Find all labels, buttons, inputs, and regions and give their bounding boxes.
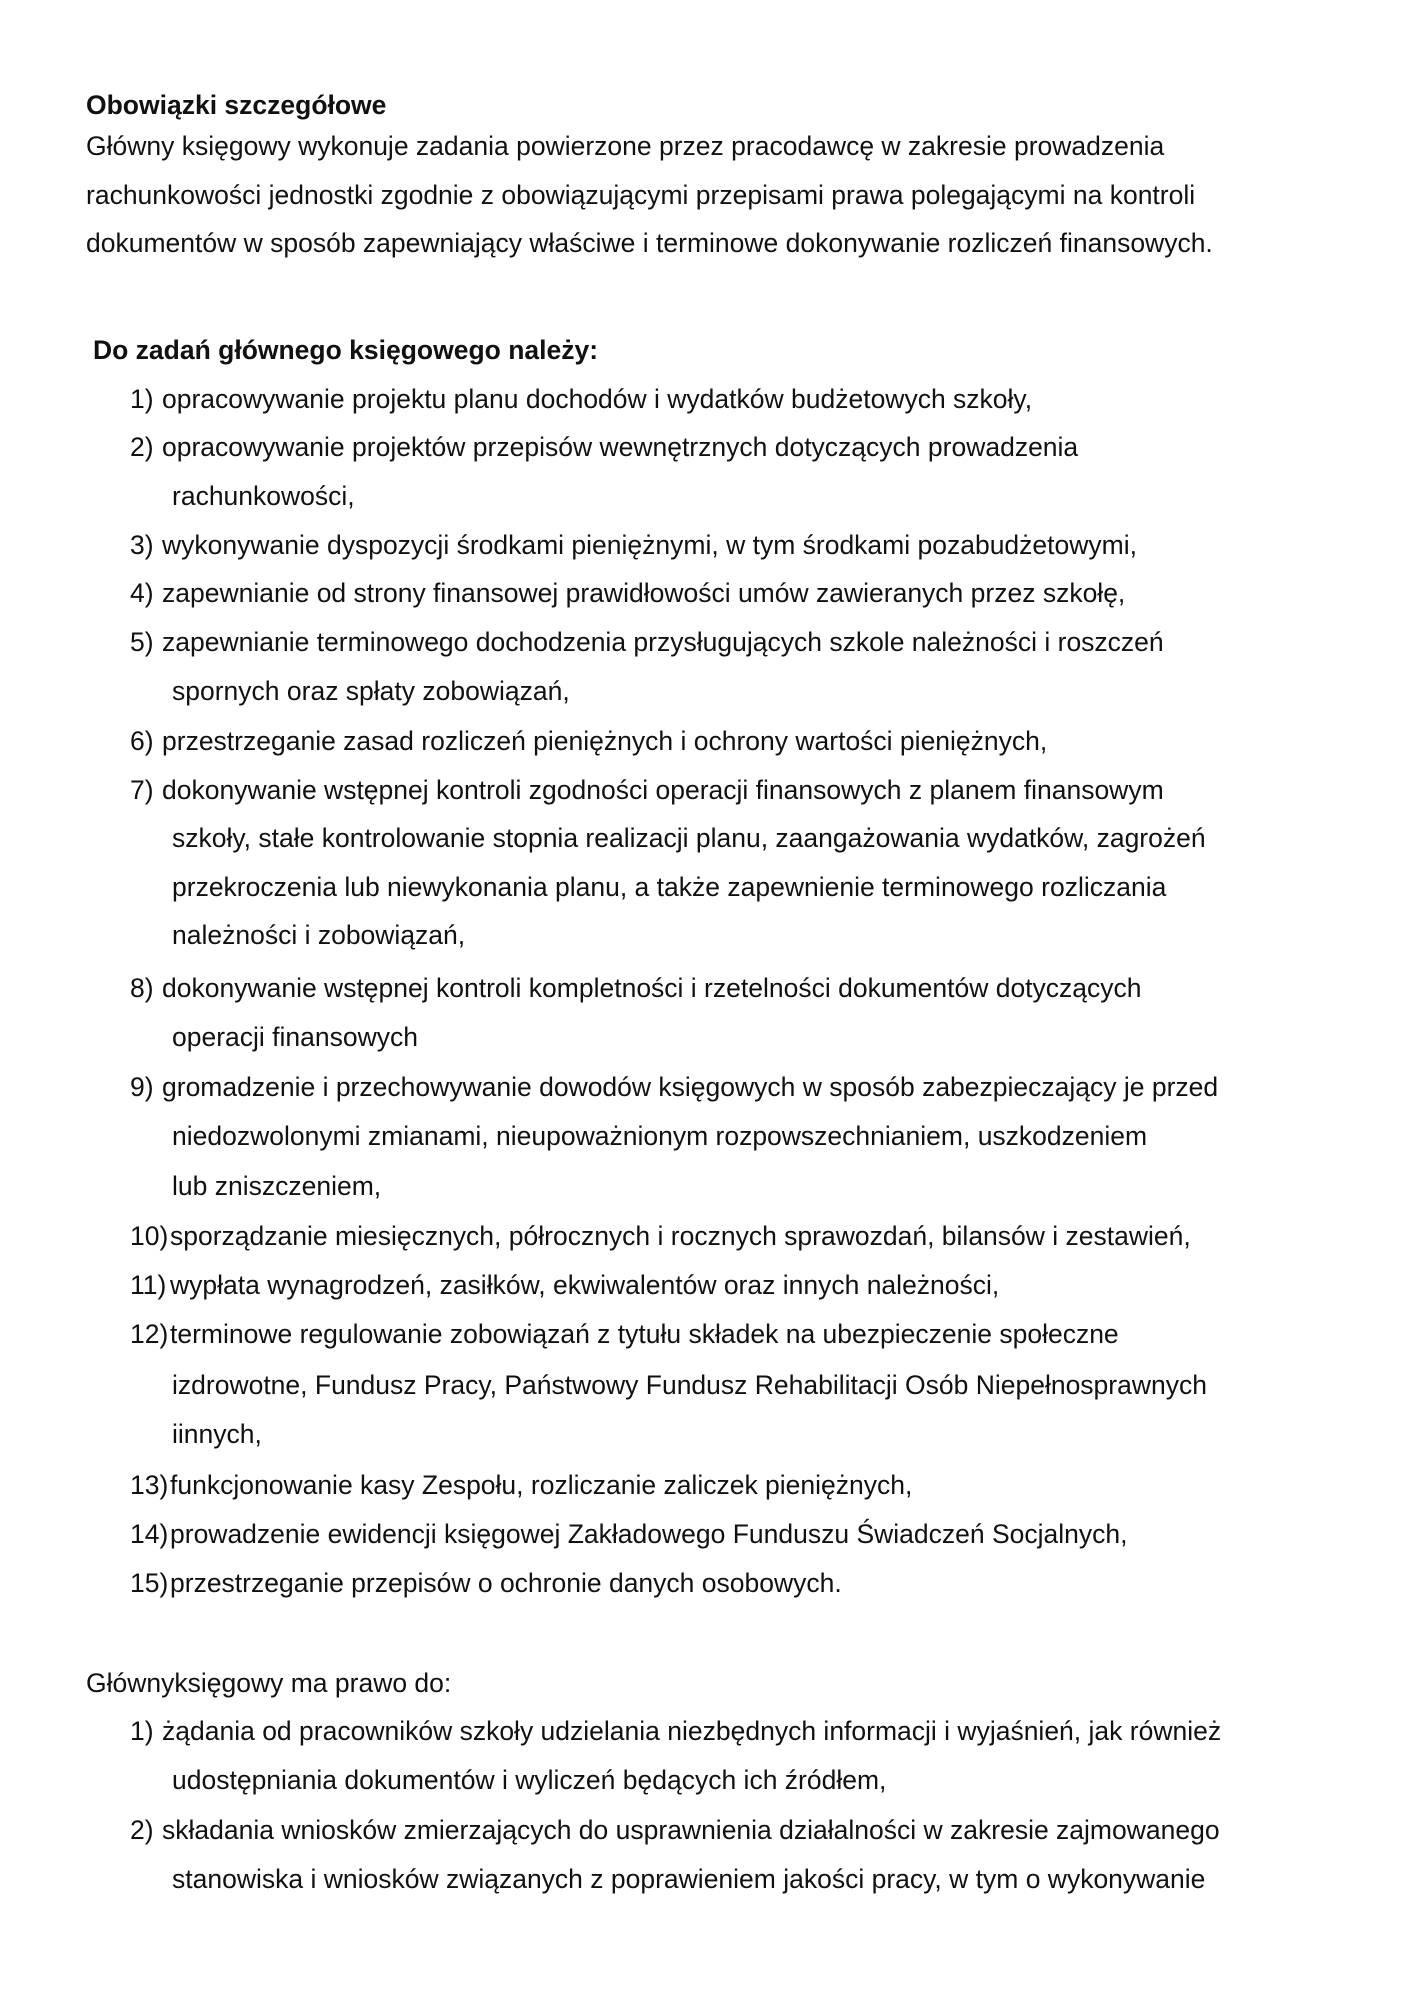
list-item-text: przestrzeganie przepisów o ochronie danych osobowych.: [170, 1568, 842, 1598]
list-item-number: 11): [130, 1270, 167, 1300]
list-item-number: 5): [130, 627, 154, 657]
section-heading: Do zadań głównego księgowego należy:: [93, 335, 599, 365]
list-item-text: przekroczenia lub niewykonania planu, a także zapewnienie terminowego rozliczania: [172, 872, 1167, 902]
list-item-text: dokonywanie wstępnej kontroli zgodności operacji finansowych z planem finansowym: [162, 775, 1164, 805]
list-item-text: izdrowotne, Fundusz Pracy, Państwowy Fundusz Rehabilitacji Osób Niepełnosprawnych: [172, 1370, 1207, 1400]
list-item-text: opracowywanie projektu planu dochodów i wydatków budżetowych szkoły,: [162, 384, 1033, 414]
list-item-text: gromadzenie i przechowywanie dowodów księgowych w sposób zabezpieczający je przed: [162, 1072, 1219, 1102]
list-item-text: wykonywanie dyspozycji środkami pieniężnymi, w tym środkami pozabudżetowymi,: [162, 530, 1137, 560]
section-heading: Obowiązki szczegółowe: [86, 90, 387, 120]
list-item-text: operacji finansowych: [172, 1022, 418, 1052]
list-item-text: dokonywanie wstępnej kontroli kompletności i rzetelności dokumentów dotyczących: [162, 973, 1142, 1003]
list-item-text: lub zniszczeniem,: [172, 1171, 382, 1201]
list-item-number: 1): [130, 384, 154, 414]
list-item-text: przestrzeganie zasad rozliczeń pieniężnych i ochrony wartości pieniężnych,: [162, 726, 1048, 756]
list-item-number: 14): [130, 1519, 169, 1549]
list-item-number: 8): [130, 973, 154, 1003]
list-item-text: zapewnianie od strony finansowej prawidłowości umów zawieranych przez szkołę,: [162, 578, 1126, 608]
list-item-number: 6): [130, 726, 154, 756]
list-item-number: 7): [130, 775, 154, 805]
list-item-text: szkoły, stałe kontrolowanie stopnia realizacji planu, zaangażowania wydatków, zagrożeń: [172, 823, 1206, 853]
list-item-number: 1): [130, 1716, 154, 1746]
paragraph-line: dokumentów w sposób zapewniający właściwe i terminowe dokonywanie rozliczeń finansowych.: [86, 228, 1213, 258]
list-item-text: opracowywanie projektów przepisów wewnętrznych dotyczących prowadzenia: [162, 432, 1079, 462]
list-item-number: 4): [130, 578, 154, 608]
list-item-text: wypłata wynagrodzeń, zasiłków, ekwiwalentów oraz innych należności,: [170, 1270, 1000, 1300]
paragraph-line: rachunkowości jednostki zgodnie z obowiązującymi przepisami prawa polegającymi na kontroli: [86, 180, 1196, 210]
section-heading: Głównyksięgowy ma prawo do:: [86, 1668, 452, 1698]
list-item-text: zapewnianie terminowego dochodzenia przysługujących szkole należności i roszczeń: [162, 627, 1164, 657]
list-item-text: składania wniosków zmierzających do usprawnienia działalności w zakresie zajmowanego: [162, 1815, 1220, 1845]
list-item-number: 12): [130, 1319, 169, 1349]
list-item-text: udostępniania dokumentów i wyliczeń będących ich źródłem,: [172, 1765, 887, 1795]
list-item-text: rachunkowości,: [172, 481, 355, 511]
list-item-text: żądania od pracowników szkoły udzielania niezbędnych informacji i wyjaśnień, jak również: [162, 1716, 1222, 1746]
list-item-text: terminowe regulowanie zobowiązań z tytułu składek na ubezpieczenie społeczne: [170, 1319, 1119, 1349]
list-item-text: należności i zobowiązań,: [172, 920, 466, 950]
list-item-text: prowadzenie ewidencji księgowej Zakładowego Funduszu Świadczeń Socjalnych,: [170, 1519, 1128, 1549]
list-item-text: stanowiska i wniosków związanych z poprawieniem jakości pracy, w tym o wykonywanie: [172, 1864, 1206, 1894]
paragraph-line: Główny księgowy wykonuje zadania powierzone przez pracodawcę w zakresie prowadzenia: [86, 131, 1165, 161]
list-item-number: 15): [130, 1568, 169, 1598]
list-item-number: 2): [130, 1815, 154, 1845]
list-item-text: spornych oraz spłaty zobowiązań,: [172, 676, 570, 706]
list-item-number: 13): [130, 1470, 169, 1500]
list-item-number: 3): [130, 530, 154, 560]
list-item-text: sporządzanie miesięcznych, półrocznych i rocznych sprawozdań, bilansów i zestawień,: [170, 1221, 1191, 1251]
list-item-number: 10): [130, 1221, 169, 1251]
list-item-text: iinnych,: [172, 1419, 262, 1449]
list-item-number: 2): [130, 432, 154, 462]
list-item-number: 9): [130, 1072, 154, 1102]
list-item-text: funkcjonowanie kasy Zespołu, rozliczanie zaliczek pieniężnych,: [170, 1470, 913, 1500]
list-item-text: niedozwolonymi zmianami, nieupoważnionym rozpowszechnianiem, uszkodzeniem: [172, 1121, 1148, 1151]
